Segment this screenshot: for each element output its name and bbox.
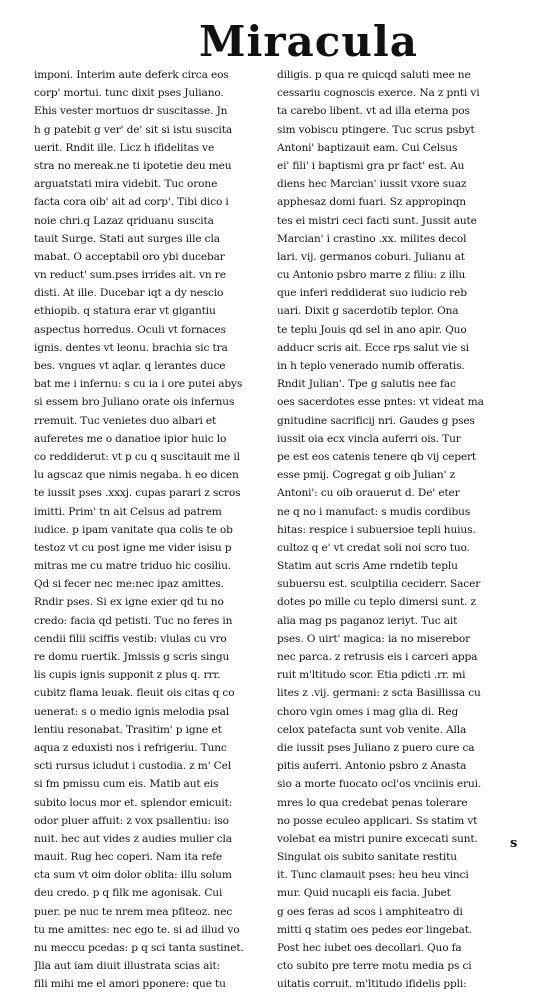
text-line: cessariu cognoscis exerce. Na z pnti vi (277, 87, 480, 100)
text-line: mabat. O acceptabil oro ybi ducebar (34, 250, 225, 263)
text-line: aqua z eduxisti nos i refrigeriu. Tunc (34, 741, 227, 754)
text-line: mitti q statim oes pedes eor lingebat. (277, 923, 473, 936)
text-line: uerit. Rndit ille. Licz h ifidelitas ve (34, 141, 215, 154)
running-title: Miracula (198, 17, 419, 66)
text-line: co reddiderut: vt p cu q suscitauit me il (34, 450, 240, 463)
text-line: te teplu Jouis qd sel in ano apir. Quo (277, 323, 467, 336)
text-line: Rndir pses. Si ex igne exier qd tu no (34, 596, 224, 609)
text-line: lites z .vij. germani: z scta Basillissa cu (277, 687, 481, 700)
text-line: rremuit. Tuc venietes duo albari et (34, 414, 217, 427)
text-line: it. Tunc clamauit pses: heu heu vinci (277, 869, 469, 882)
text-line: facta cora oib' ait ad corp'. Tibi dico i (34, 196, 229, 209)
text-line: arguatstati mira videbit. Tuc orone (34, 178, 218, 191)
text-line: adducr scris ait. Ecce rps salut vie si (277, 341, 469, 354)
text-line: dotes po mille cu teplo dimersi sunt. z (277, 596, 476, 609)
text-line: uitatis corruit. m'ltitudo ifidelis ppli: (277, 978, 467, 991)
text-line: iudice. p ipam vanitate qua colis te ob (34, 523, 233, 536)
text-line: no posse eculeo applicari. Ss statim vt (277, 814, 478, 827)
text-line: ei' fili' i baptismi gra pr fact' est. Au (277, 159, 465, 172)
text-line: lis cupis ignis supponit z plus q. rrr. (34, 669, 221, 682)
text-line: lentiu resonabat. Trasitim' p igne et (34, 723, 222, 736)
text-line: cendii filii sciffis vestib: vlulas cu vro (34, 632, 227, 645)
text-line: puer. pe nuc te nrem mea pfiteoz. nec (34, 905, 233, 918)
text-line: celox patefacta sunt vob venite. Alla (277, 723, 467, 736)
text-line: subito locus mor et. splendor emicuit: (34, 796, 233, 809)
text-line: subuersu est. sculptilia ceciderr. Sacer (277, 578, 481, 591)
text-line: aspectus horredus. Oculi vt fornaces (34, 323, 226, 336)
text-line: credo: facia qd petisti. Tuc no feres in (34, 614, 233, 627)
text-line: apphesaz domi fuari. Sz appropinqn (277, 196, 466, 209)
text-line: ethiopib. q statura erar vt gigantiu (34, 305, 216, 318)
text-line: tauit Surge. Stati aut surges ille cla (34, 232, 220, 245)
text-line: esse pmij. Cogregat g oib Julian' z (277, 469, 455, 482)
text-line: iussit oia ecx vincla auferri ois. Tur (277, 432, 461, 445)
text-line: Rndit Julian'. Tpe g salutis nee fac (277, 378, 456, 391)
text-line: diligis. p qua re quicqd saluti mee ne (277, 69, 471, 81)
text-line: cu Antonio psbro marre z filiu: z illu (277, 269, 466, 282)
text-line: tu me amittes: nec ego te. si ad illud vo (34, 923, 240, 936)
text-line: bat me i infernu: s cu ia i ore putei abys (34, 378, 243, 391)
text-line: re domu ruertik. Jmissis g scris singu (34, 651, 230, 663)
text-line: nec parca. z retrusis eis i carceri appa (277, 651, 478, 663)
text-line: Antoni': cu oib orauerut d. De' eter (277, 487, 460, 500)
text-line: cta sum vt oim dolor oblita: illu solum (34, 869, 232, 882)
text-line: choro vgin omes i mag glia di. Reg (277, 705, 459, 718)
text-line: lari. vij. germanos coburi. Julianu at (277, 250, 465, 263)
text-line: h g patebit g ver' de' sit si istu suscita (34, 123, 233, 136)
text-line: Marcian' i crastino .xx. milites decol (277, 232, 467, 245)
text-line: disti. At ille. Ducebar iqt a dy nescio (34, 287, 224, 300)
text-line: in h teplo venerado numib offeratis. (277, 360, 465, 372)
text-line: bes. vngues vt aqlar. q lerantes duce (34, 360, 226, 372)
text-line: nu meccu pcedas: p q sci tanta sustinet. (34, 942, 244, 954)
text-column-right (277, 66, 531, 994)
text-line: cubitz flama leuak. fleuit ois citas q co (34, 687, 235, 700)
text-line: si fm pmissu cum eis. Matib aut eis (34, 778, 219, 791)
text-line: Antoni' baptizauit eam. Cui Celsus (277, 141, 458, 154)
text-line: oes sacerdotes esse pntes: vt videat ma (277, 396, 484, 409)
text-line: ne q no i manufact: s mudis cordibus (277, 505, 471, 518)
signature-mark: s (510, 836, 518, 851)
text-line: imponi. Interim aute deferk circa eos (34, 69, 229, 81)
text-line: fili mihi me el amori pponere: que tu (34, 978, 226, 991)
text-line: vn reduct' sum.pses irrides ait. vn re (34, 269, 226, 282)
text-line: testoz vt cu post igne me vider isisu p (34, 541, 232, 554)
text-line: volebat ea mistri punire excecati sunt. (277, 832, 478, 845)
page-header (0, 14, 557, 70)
text-line: tes ei mistri ceci facti sunt. Jussit aute (277, 214, 477, 227)
text-line: gnitudine sacrificij nri. Gaudes g pses (277, 414, 475, 427)
text-line: ignis. dentes vt leonu. brachia sic tra (34, 341, 228, 354)
text-line: pses. O uirt' magica: ia no miserebor (277, 632, 471, 645)
text-line: ta carebo libent. vt ad illa eterna pos (277, 105, 470, 118)
text-line: diens hec Marcian' iussit vxore suaz (277, 178, 467, 191)
text-line: stra no mereak.ne ti ipotetie deu meu (34, 159, 232, 172)
text-line: Statim aut scris Ame rndetib teplu (277, 560, 458, 573)
text-line: noie chri.q Lazaz qriduanu suscita (34, 214, 214, 227)
text-line: auferetes me o danatioe ipior huic lo (34, 432, 227, 445)
text-line: alia mag ps paganoz ieriyt. Tuc ait (277, 614, 458, 627)
text-line: scti rursus icludut i custodia. z m' Cel (34, 760, 231, 773)
text-line: Ehis vester mortuos dr suscitasse. Jn (34, 105, 228, 118)
text-line: imitti. Prim' tn ait Celsus ad patrem (34, 505, 222, 518)
text-line: nuit. hec aut vides z audies mulier cla (34, 832, 232, 845)
text-line: uari. Dixit g sacerdotib teplor. Ona (277, 305, 459, 318)
text-line: g oes feras ad scos i amphiteatro di (277, 905, 463, 918)
text-line: Qd si fecer nec me:nec ipaz amittes. (34, 578, 224, 591)
text-line: pe est eos catenis tenere qb vij cepert (277, 450, 476, 463)
text-line: deu credo. p q filk me agonisak. Cui (34, 887, 223, 900)
text-line: si essem bro Juliano orate ois infernus (34, 396, 235, 409)
text-line: hitas: respice i subuersioe tepli huius. (277, 523, 476, 536)
text-line: odor pluer affuit: z vox psallentiu: iso (34, 814, 229, 827)
text-line: ruit m'ltitudo scor. Etia pdicti .rr. mi (277, 669, 466, 682)
text-line: Jlla aut iam diuit illustrata scias ait: (34, 960, 221, 973)
text-line: sim vobiscu ptingere. Tuc scrus psbyt (277, 123, 475, 136)
text-line: mauit. Rug hec coperi. Nam ita refe (34, 851, 223, 864)
text-line: te iussit pses .xxxj. cupas parari z scros (34, 487, 241, 500)
text-line: lu agscaz que nimis negaba. h eo dicen (34, 469, 239, 482)
text-column-left (34, 66, 267, 994)
text-line: corp' mortui. tunc dixit pses Juliano. (34, 87, 224, 100)
text-line: cto subito pre terre motu media ps ci (277, 960, 472, 973)
text-line: pitis auferri. Antonio psbro z Anasta (277, 760, 467, 773)
text-line: mur. Quid nucapli eis facia. Jubet (277, 887, 451, 900)
text-line: cultoz q e' vt credat soli noi scro tuo. (277, 541, 470, 554)
text-line: mitras me cu matre triduo hic cosiliu. (34, 560, 231, 573)
text-line: que inferi reddiderat suo iudicio reb (277, 287, 467, 300)
text-line: sio a morte fuocato ocl'os vnciinis erui. (277, 778, 482, 791)
text-line: uenerat: s o medio ignis melodia psal (34, 705, 230, 718)
text-line: die iussit pses Juliano z puero cure ca (277, 741, 475, 754)
text-line: mres lo qua credebat penas tolerare (277, 796, 468, 809)
text-line: Singulat ois subito sanitate restitu (277, 851, 457, 864)
text-line: Post hec iubet oes decollari. Quo fa (277, 942, 462, 954)
